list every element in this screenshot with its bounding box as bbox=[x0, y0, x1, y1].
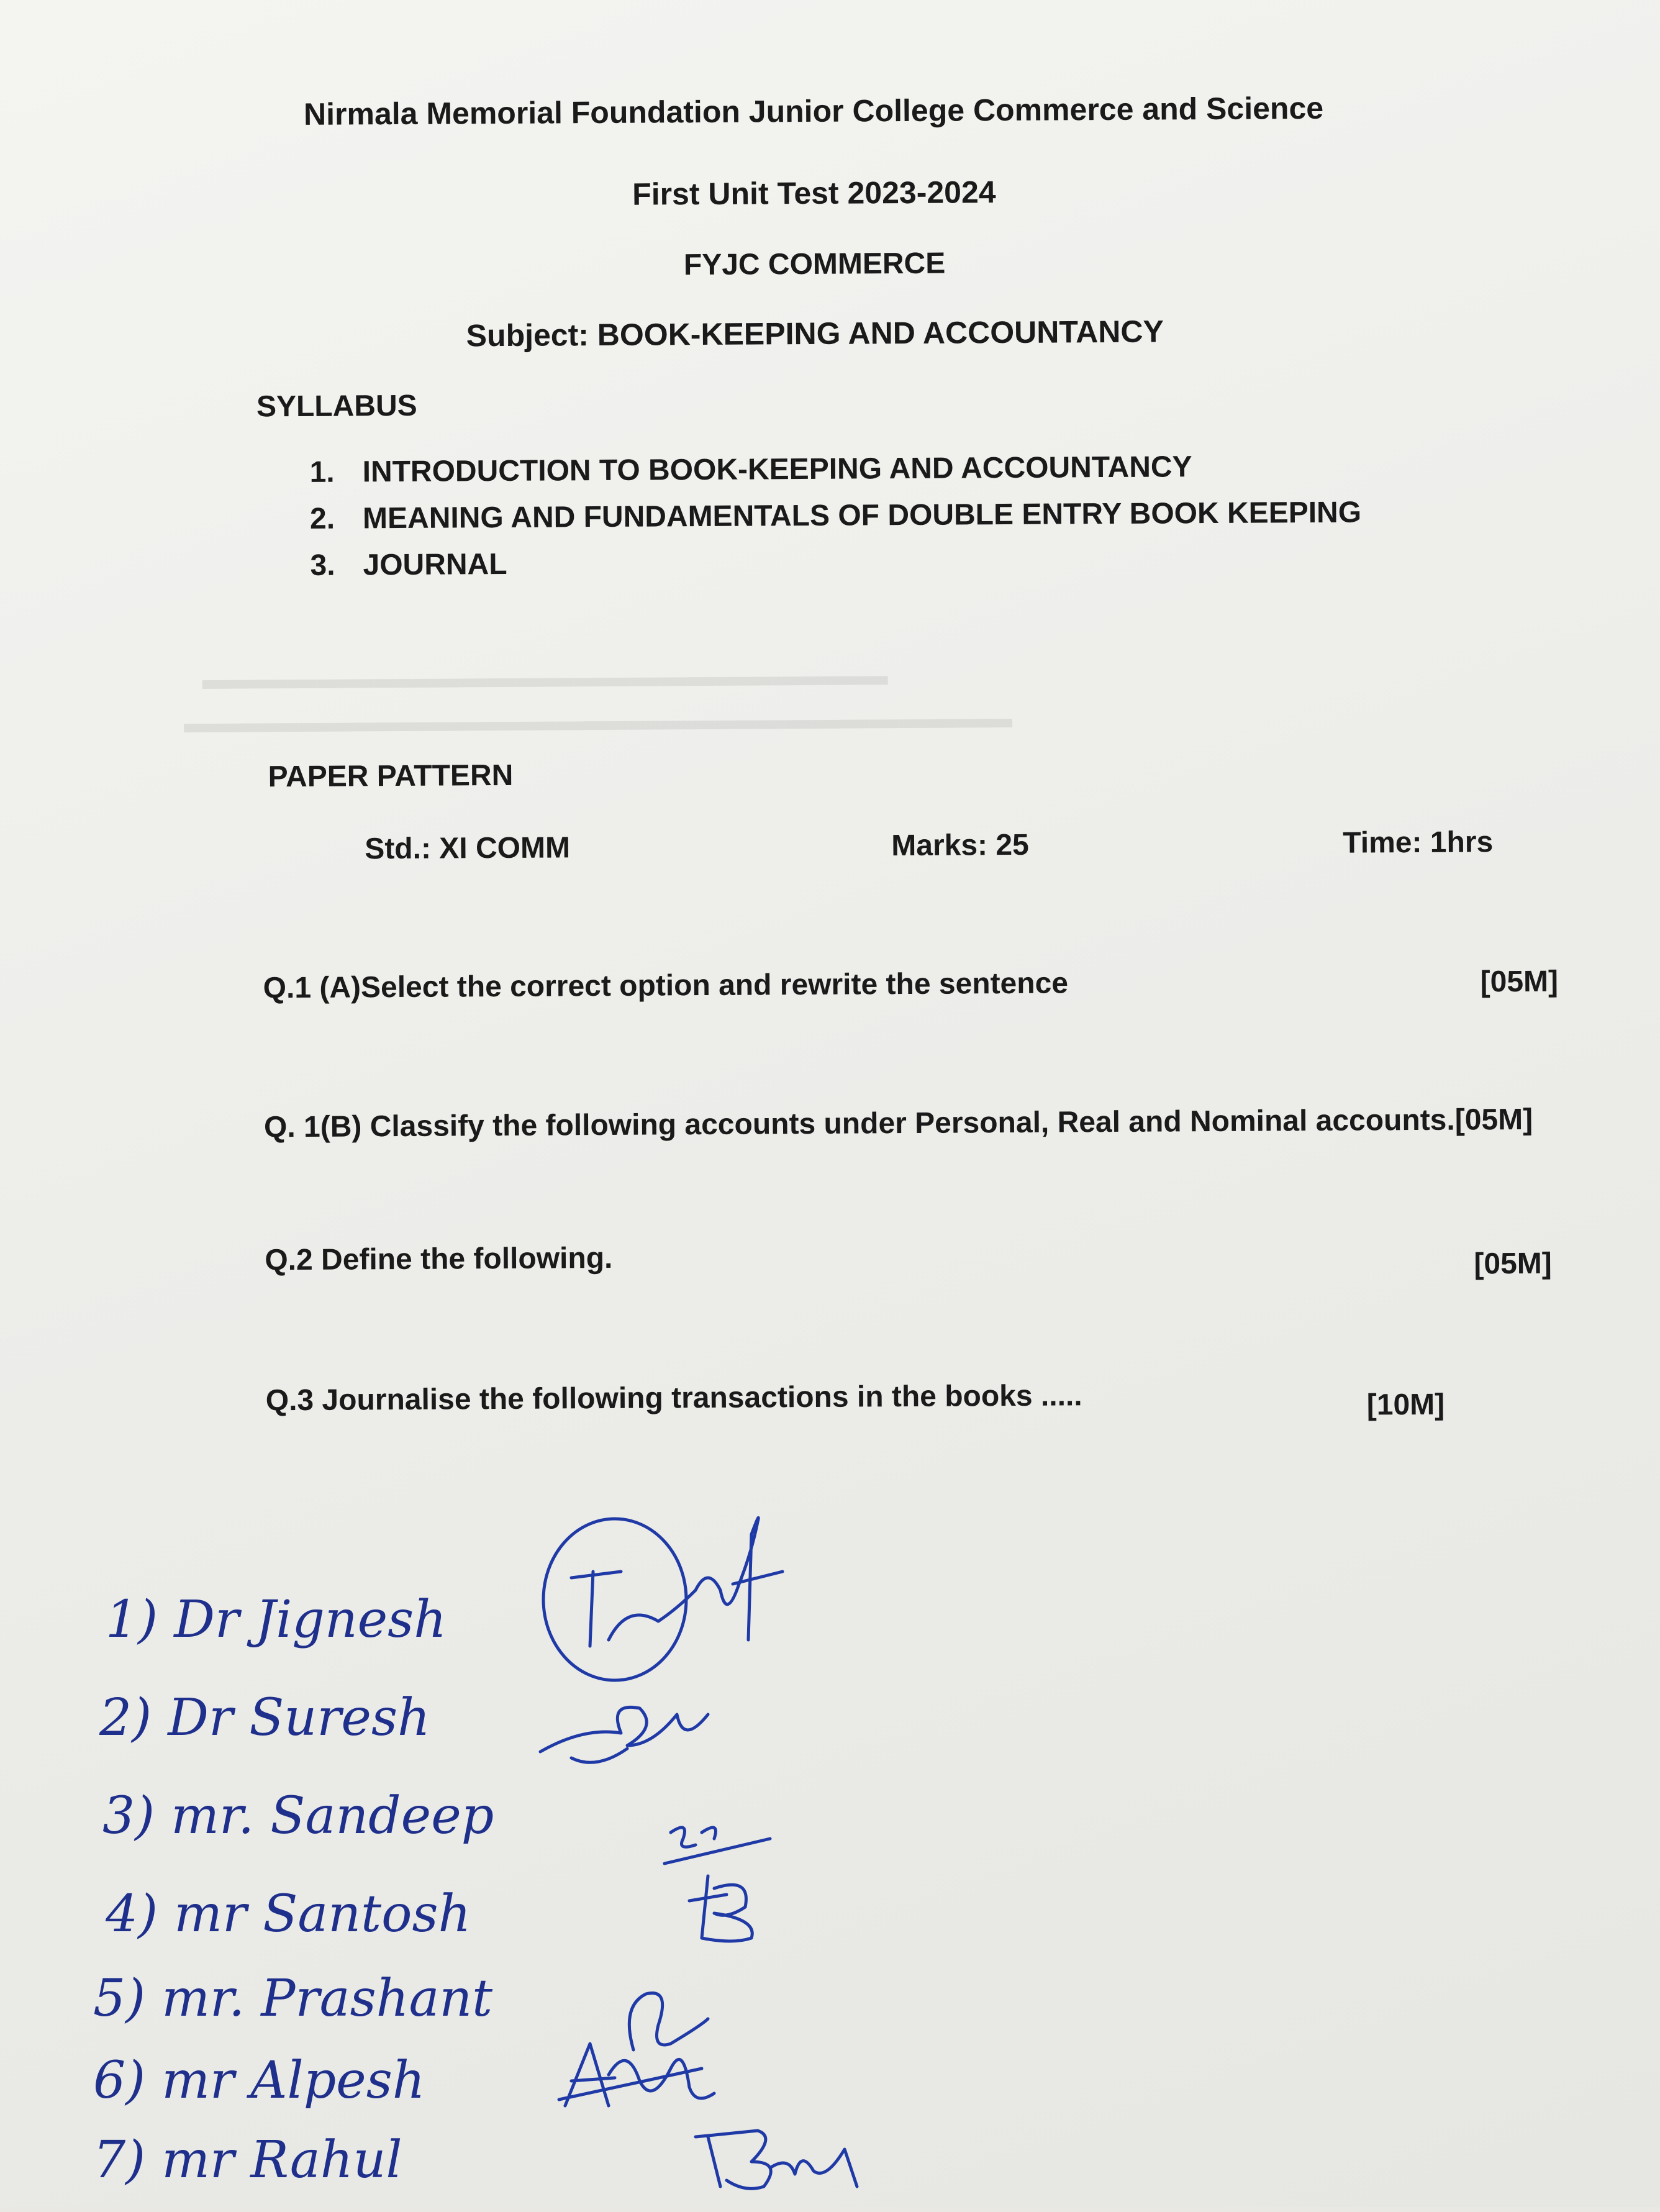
item-text: MEANING AND FUNDAMENTALS OF DOUBLE ENTRY BOOK KEEPING bbox=[362, 496, 1362, 535]
time-label: Time: 1hrs bbox=[1343, 826, 1494, 860]
signatory-name: 1) Dr Jignesh bbox=[106, 1590, 447, 1649]
syllabus-heading: SYLLABUS bbox=[256, 389, 417, 424]
item-text: JOURNAL bbox=[363, 547, 507, 582]
exam-title: First Unit Test 2023-2024 bbox=[632, 175, 996, 212]
college-name: Nirmala Memorial Foundation Junior College Commerce and Science bbox=[303, 90, 1324, 132]
signature-1 bbox=[534, 1497, 832, 1683]
class-name: FYJC COMMERCE bbox=[683, 247, 946, 282]
signatory-name: 4) mr Santosh bbox=[106, 1885, 471, 1944]
signature-3 bbox=[658, 1814, 782, 1870]
signatory-name: 7) mr Rahul bbox=[93, 2131, 402, 2190]
question-1b-marks: [05M] bbox=[1454, 1103, 1533, 1137]
signature-7 bbox=[683, 2112, 869, 2193]
pattern-heading: PAPER PATTERN bbox=[268, 758, 514, 794]
question-2: Q.2 Define the following. bbox=[265, 1241, 613, 1277]
question-3: Q.3 Journalise the following transactions in the books ..... bbox=[265, 1379, 1082, 1418]
show-through-text: ▬▬▬▬▬▬▬▬▬▬▬▬▬▬▬▬▬▬▬▬▬▬▬▬▬▬▬▬▬ bbox=[183, 701, 1013, 739]
signatory-name: 2) Dr Suresh bbox=[99, 1688, 430, 1747]
signatory-name: 3) mr. Sandeep bbox=[102, 1786, 494, 1846]
signatory-name: 5) mr. Prashant bbox=[93, 1969, 493, 2028]
question-1b-text: Q. 1(B) Classify the following accounts under Personal, Real and Nominal accounts. bbox=[263, 1103, 1455, 1144]
question-1a: Q.1 (A)Select the correct option and rewrite the sentence bbox=[263, 967, 1069, 1005]
question-1a-marks: [05M] bbox=[1480, 965, 1559, 999]
std-label: Std.: XI COMM bbox=[365, 831, 571, 866]
signature-6 bbox=[547, 2031, 720, 2124]
subject-line: Subject: BOOK-KEEPING AND ACCOUNTANCY bbox=[466, 314, 1164, 353]
item-text: INTRODUCTION TO BOOK-KEEPING AND ACCOUNTANCY bbox=[362, 450, 1192, 489]
question-3-marks: [10M] bbox=[1366, 1388, 1445, 1422]
signature-2 bbox=[534, 1690, 720, 1777]
syllabus-item bbox=[310, 542, 1361, 595]
syllabus-item bbox=[309, 449, 1361, 502]
question-2-marks: [05M] bbox=[1474, 1247, 1552, 1281]
item-number: 1. bbox=[309, 455, 335, 489]
signature-4 bbox=[677, 1864, 770, 1950]
signatory-name: 6) mr Alpesh bbox=[93, 2051, 425, 2110]
show-through-text: ▬▬▬▬▬▬▬▬▬▬▬▬▬▬▬▬▬▬▬▬▬▬▬▬ bbox=[202, 658, 888, 695]
marks-label: Marks: 25 bbox=[891, 828, 1029, 863]
syllabus-list bbox=[309, 449, 1361, 595]
syllabus-item bbox=[310, 496, 1361, 548]
item-number: 2. bbox=[309, 502, 335, 535]
item-number: 3. bbox=[310, 548, 335, 582]
question-1b bbox=[264, 1103, 1533, 1144]
